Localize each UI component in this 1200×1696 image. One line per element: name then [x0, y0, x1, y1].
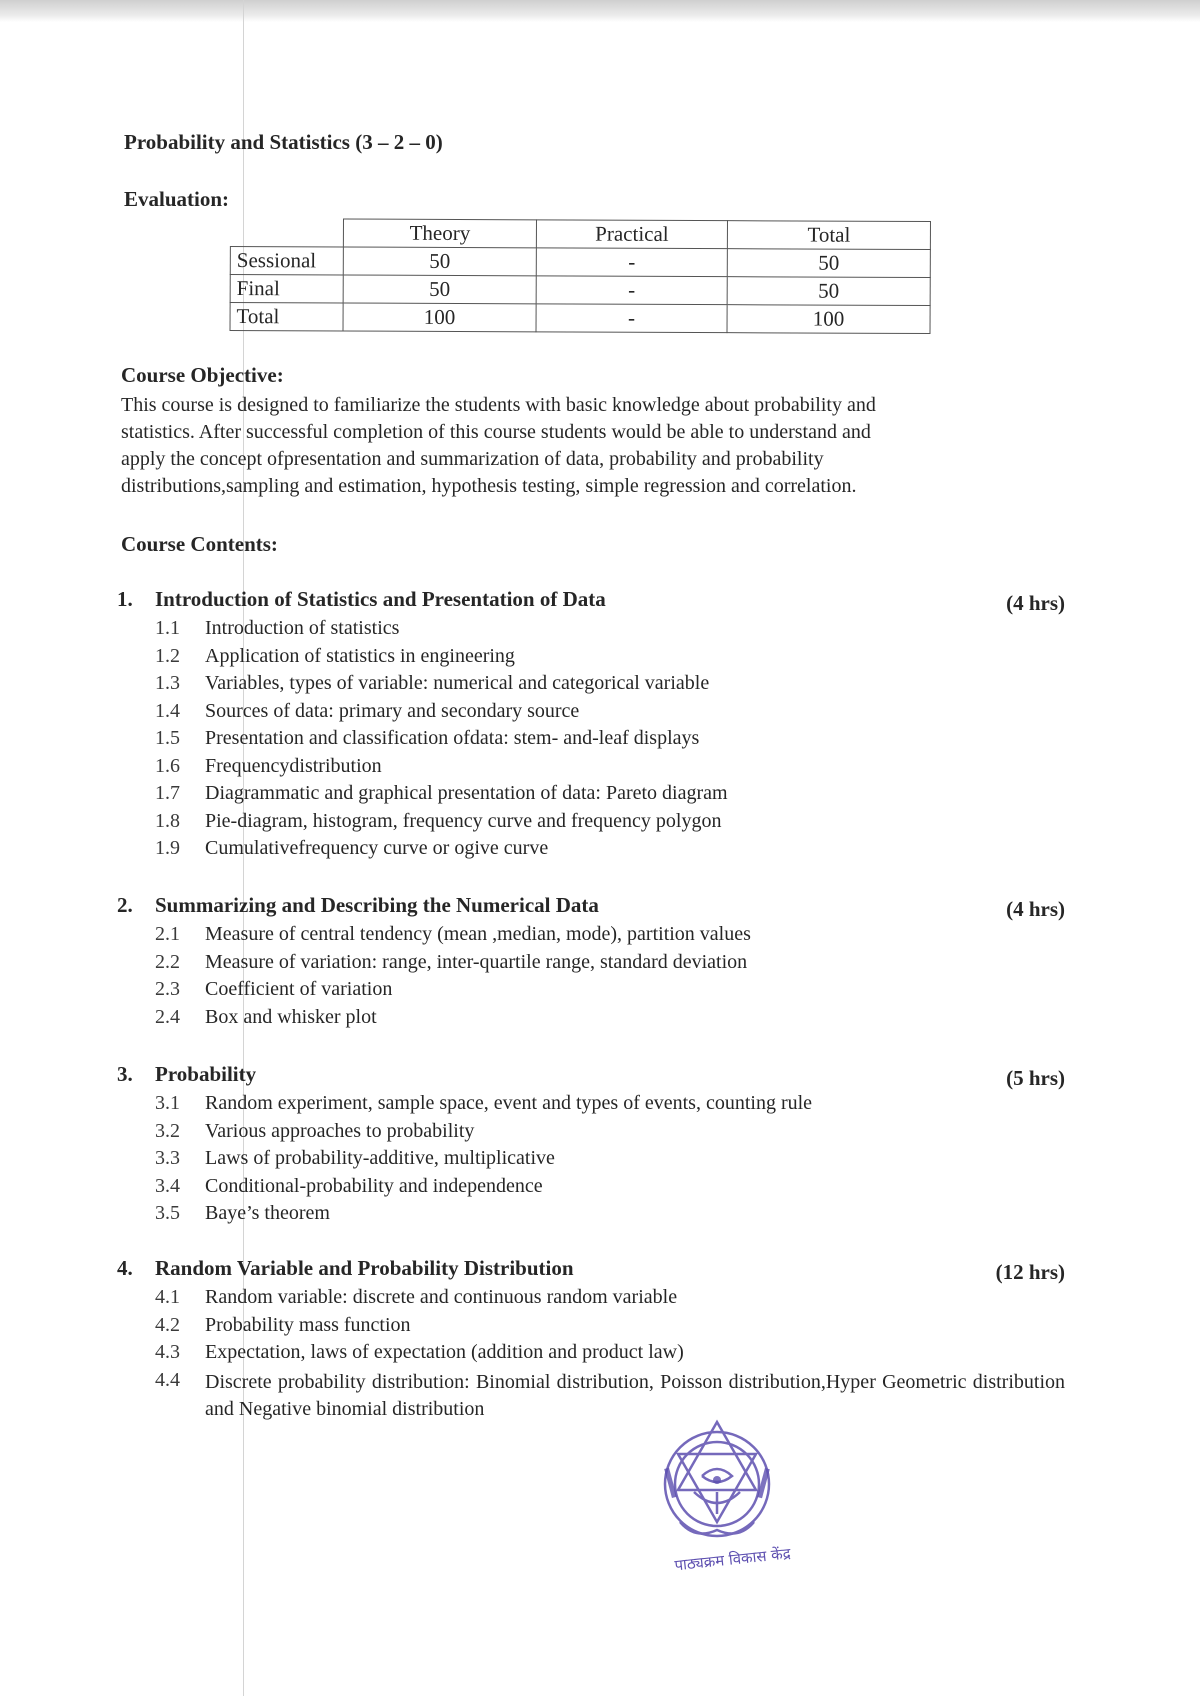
item-text: Random experiment, sample space, event and types of events, counting rule [205, 1092, 813, 1114]
unit-1 [117, 587, 1065, 865]
item-number: 1.5 [155, 727, 180, 749]
item-number: 1.4 [155, 699, 180, 722]
unit-number: 1. [117, 587, 133, 611]
item-text: Variables, types of variable: numerical and categorical variable [205, 672, 710, 694]
unit-title: Probability [155, 1062, 257, 1086]
list-item [117, 1202, 1065, 1230]
item-number: 4.1 [155, 1286, 180, 1308]
objective-line: This course is designed to familiarize the students with basic knowledge about probability and [121, 394, 876, 416]
unit-number: 4. [117, 1256, 133, 1280]
item-number: 3.2 [155, 1119, 180, 1142]
list-item [117, 645, 1065, 673]
table-corner-cell [230, 219, 343, 247]
item-text: Sources of data: primary and secondary source [205, 699, 580, 722]
column-header-practical: Practical [536, 220, 727, 249]
item-text: Expectation, laws of expectation (addition and product law) [205, 1341, 684, 1363]
unit-heading [117, 1256, 1065, 1286]
practical-cell: - [536, 276, 727, 305]
unit-heading [117, 1062, 1065, 1092]
list-item [117, 923, 1065, 951]
table-row [230, 247, 930, 278]
unit-title: Introduction of Statistics and Presentation of Data [155, 587, 606, 611]
total-cell: 50 [727, 249, 930, 278]
total-cell: 50 [727, 277, 930, 306]
list-item [117, 978, 1065, 1006]
item-number: 4.4 [155, 1368, 180, 1391]
list-item [117, 1006, 1065, 1034]
item-number: 3.1 [155, 1092, 180, 1114]
item-number: 2.3 [155, 978, 180, 1000]
item-text: Discrete probability distribution: Binomial distribution, Poisson distribution,Hyper Geometric distribution and Negative binomial distribution [205, 1370, 1065, 1420]
unit-title: Summarizing and Describing the Numerical Data [155, 893, 599, 917]
item-text: Application of statistics in engineering [205, 644, 515, 667]
item-text: Measure of central tendency (mean ,median, mode), partition values [205, 923, 751, 945]
list-item [117, 727, 1065, 755]
list-item [117, 672, 1065, 700]
table-row [230, 303, 930, 334]
item-text: Probability mass function [205, 1313, 411, 1336]
item-text: Laws of probability-additive, multiplicative [205, 1147, 555, 1169]
theory-cell: 100 [343, 303, 536, 332]
item-number: 2.4 [155, 1005, 180, 1028]
table-row [230, 275, 930, 306]
objective-line: statistics. After successful completion of this course students would be able to understand and [121, 421, 871, 443]
list-item [117, 951, 1065, 979]
item-text: Presentation and classification ofdata: stem- and-leaf displays [205, 727, 700, 749]
unit-heading [117, 587, 1065, 617]
column-header-total: Total [727, 221, 930, 250]
item-text: Coefficient of variation [205, 978, 393, 1000]
seal-bottom-text: पाठ्यक्रम विकास केंद्र [673, 1544, 792, 1573]
item-number: 3.4 [155, 1174, 180, 1197]
item-number: 2.2 [155, 950, 180, 973]
unit-4 [117, 1256, 1065, 1425]
item-text: Cumulativefrequency curve or ogive curve [205, 837, 549, 859]
row-label: Final [230, 275, 343, 303]
row-label: Sessional [230, 247, 343, 275]
list-item [117, 1175, 1065, 1203]
unit-number: 3. [117, 1062, 133, 1086]
objective-line: distributions,sampling and estimation, hypothesis testing, simple regression and correlation. [121, 475, 857, 497]
item-number: 1.8 [155, 809, 180, 832]
list-item [117, 1092, 1065, 1120]
objective-heading: Course Objective: [121, 363, 284, 387]
university-seal-icon [640, 1418, 795, 1573]
item-text: Introduction of statistics [205, 617, 400, 639]
unit-heading [117, 893, 1065, 923]
list-item [117, 837, 1065, 865]
list-item [117, 810, 1065, 838]
unit-hours: (4 hrs) [1006, 591, 1065, 615]
item-number: 1.3 [155, 672, 180, 694]
item-number: 4.3 [155, 1341, 180, 1363]
evaluation-table [230, 218, 931, 334]
list-item [117, 617, 1065, 645]
evaluation-label: Evaluation: [124, 187, 230, 211]
item-text: Conditional-probability and independence [205, 1174, 543, 1197]
list-item [117, 1341, 1065, 1369]
item-text: Random variable: discrete and continuous random variable [205, 1286, 678, 1308]
list-item [117, 755, 1065, 783]
item-text: Measure of variation: range, inter-quartile range, standard deviation [205, 950, 748, 973]
item-text: Pie-diagram, histogram, frequency curve and frequency polygon [205, 809, 722, 832]
item-number: 4.2 [155, 1313, 180, 1336]
unit-3 [117, 1062, 1065, 1230]
unit-title: Random Variable and Probability Distribution [155, 1256, 574, 1280]
objective-line: apply the concept ofpresentation and summarization of data, probability and probability [121, 448, 824, 470]
list-item [117, 1286, 1065, 1314]
item-number: 3.3 [155, 1147, 180, 1169]
item-text: Box and whisker plot [205, 1005, 377, 1028]
theory-cell: 50 [343, 247, 536, 276]
item-number: 2.1 [155, 923, 180, 945]
item-number: 3.5 [155, 1202, 180, 1224]
practical-cell: - [536, 248, 727, 277]
unit-2 [117, 893, 1065, 1033]
item-text: Baye’s theorem [205, 1202, 330, 1224]
unit-hours: (12 hrs) [995, 1260, 1065, 1284]
theory-cell: 50 [343, 275, 536, 304]
unit-number: 2. [117, 893, 133, 917]
list-item [117, 1147, 1065, 1175]
item-text: Various approaches to probability [205, 1119, 475, 1142]
evaluation-table-header [230, 219, 930, 250]
column-header-theory: Theory [343, 219, 536, 248]
item-number: 1.9 [155, 837, 180, 859]
unit-hours: (5 hrs) [1006, 1066, 1065, 1090]
list-item [117, 1369, 1065, 1425]
list-item [117, 1120, 1065, 1148]
item-text: Diagrammatic and graphical presentation of data: Pareto diagram [205, 782, 728, 804]
contents-heading: Course Contents: [121, 532, 278, 556]
list-item [117, 700, 1065, 728]
list-item [117, 1314, 1065, 1342]
unit-hours: (4 hrs) [1006, 897, 1065, 921]
item-number: 1.2 [155, 644, 180, 667]
objective-paragraph [121, 392, 1061, 500]
item-text: Frequencydistribution [205, 754, 382, 777]
row-label: Total [230, 303, 343, 331]
item-number: 1.6 [155, 754, 180, 777]
practical-cell: - [536, 304, 727, 333]
total-cell: 100 [727, 305, 930, 334]
item-number: 1.7 [155, 782, 180, 804]
course-title: Probability and Statistics (3 – 2 – 0) [124, 130, 443, 154]
list-item [117, 782, 1065, 810]
item-number: 1.1 [155, 617, 180, 639]
